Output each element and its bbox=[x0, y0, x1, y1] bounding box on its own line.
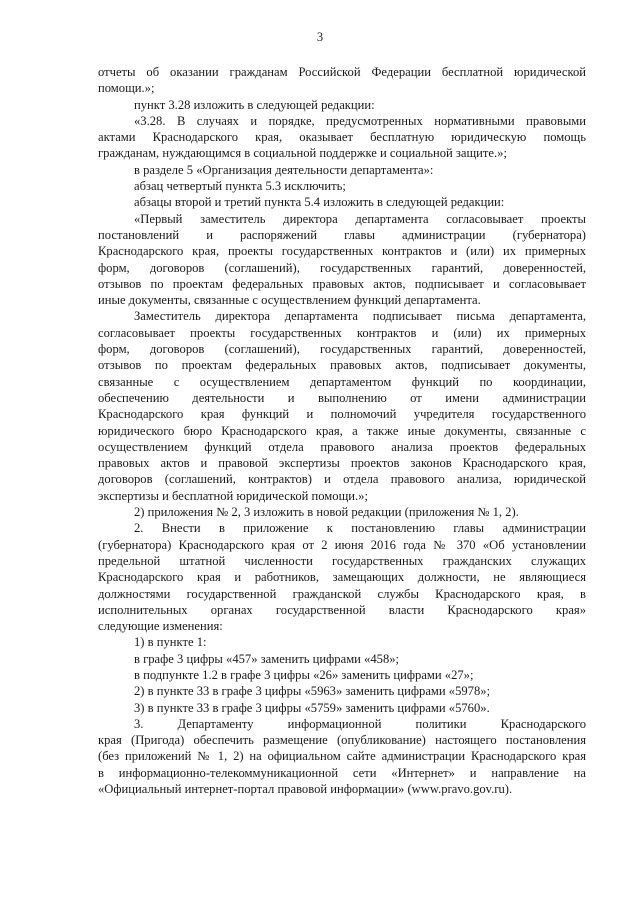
text-line: отзывов по проектам федеральных правовых актов, подписывает и согласовывает bbox=[98, 276, 586, 291]
document-body bbox=[98, 64, 586, 797]
text-line: гражданам, нуждающимся в социальной поддержке и социальной защите.»; bbox=[98, 146, 507, 161]
text-line: в разделе 5 «Организация деятельности департамента»: bbox=[134, 162, 434, 177]
text-line: Краснодарского края, проекты государственных контрактов и (или) их примерных bbox=[98, 244, 586, 259]
text-line: помощи.»; bbox=[98, 81, 155, 96]
text-line: отчеты об оказании гражданам Российской Федерации бесплатной юридической bbox=[98, 65, 586, 79]
text-line: абзац четвертый пункта 5.3 исключить; bbox=[134, 179, 346, 194]
text-line: абзацы второй и третий пункта 5.4 изложить в следующей редакции: bbox=[134, 195, 505, 210]
text-line: осуществлением функций отдела правового анализа проектов федеральных bbox=[98, 439, 586, 454]
text-line: отзывов по проектам федеральных правовых актов, подписывает документы, bbox=[98, 358, 586, 373]
text-line: 3) в пункте 33 в графе 3 цифры «5759» заменить цифрами «5760». bbox=[134, 700, 490, 715]
text-line: «Официальный интернет-портал правовой информации» (www.pravo.gov.ru). bbox=[98, 782, 513, 797]
text-line: правовых актов и правовой экспертизы проектов законов Краснодарского края, bbox=[98, 456, 586, 471]
text-line: юридического бюро Краснодарского края, а также иные документы, связанные с bbox=[98, 423, 586, 438]
text-line: актами Краснодарского края, оказывает бесплатную юридическую помощь bbox=[98, 130, 586, 145]
text-line: постановлений и распоряжений главы администрации (губернатора) bbox=[98, 227, 586, 242]
text-line: (без приложений № 1, 2) на официальном сайте администрации Краснодарского края bbox=[98, 749, 586, 764]
text-line: согласовывает проекты государственных контрактов и (или) их примерных bbox=[98, 325, 586, 340]
text-line: пункт 3.28 изложить в следующей редакции: bbox=[134, 97, 375, 112]
text-line: «Первый заместитель директора департамента согласовывает проекты bbox=[134, 211, 586, 226]
text-line: экспертизы и бесплатной юридической помощи.»; bbox=[98, 488, 368, 503]
text-line: 2) в пункте 33 в графе 3 цифры «5963» заменить цифрами «5978»; bbox=[134, 684, 491, 699]
text-line: в информационно-телекоммуникационной сети «Интернет» и направление на bbox=[98, 765, 586, 780]
text-line: договоров (соглашений, контрактов) и отдела правового анализа, юридической bbox=[98, 472, 586, 487]
text-line: Заместитель директора департамента подписывает письма департамента, bbox=[134, 309, 586, 324]
text-line: обеспечению деятельности и выполнению от имени администрации bbox=[98, 390, 586, 405]
text-line: 2. Внести в приложение к постановлению главы администрации bbox=[134, 521, 586, 536]
text-line: Краснодарского края и работников, замещающих должности, не являющиеся bbox=[98, 570, 586, 585]
text-line: края (Пригода) обеспечить размещение (опубликование) настоящего постановления bbox=[98, 733, 586, 748]
text-line: Краснодарского края функций и полномочий учредителя государственного bbox=[98, 407, 586, 422]
text-line: в графе 3 цифры «457» заменить цифрами «458»; bbox=[134, 651, 400, 666]
text-line: 1) в пункте 1: bbox=[134, 635, 207, 650]
text-line: в подпункте 1.2 в графе 3 цифры «26» заменить цифрами «27»; bbox=[134, 667, 474, 682]
text-line: предельной штатной численности государственных гражданских служащих bbox=[98, 553, 586, 568]
text-line: должностями государственной гражданской службы Краснодарского края, в bbox=[98, 586, 586, 601]
text-line: иные документы, связанные с осуществлением функций департамента. bbox=[98, 293, 481, 308]
text-line: 3. Департаменту информационной политики Краснодарского bbox=[134, 716, 586, 731]
text-line: (губернатора) Краснодарского края от 2 июня 2016 года № 370 «Об установлении bbox=[98, 537, 586, 552]
text-line: «3.28. В случаях и порядке, предусмотренных нормативными правовыми bbox=[134, 113, 586, 128]
text-line: следующие изменения: bbox=[98, 619, 223, 634]
text-line: исполнительных органах государственной власти Краснодарского края» bbox=[98, 602, 586, 617]
text-line: форм, договоров (соглашений), государственных гарантий, доверенностей, bbox=[98, 342, 586, 357]
page-number: 3 bbox=[316, 30, 324, 44]
text-line: 2) приложения № 2, 3 изложить в новой редакции (приложения № 1, 2). bbox=[134, 505, 519, 520]
text-line: связанные с осуществлением департаментом функций по координации, bbox=[98, 374, 586, 389]
text-line: форм, договоров (соглашений), государственных гарантий, доверенностей, bbox=[98, 260, 586, 275]
